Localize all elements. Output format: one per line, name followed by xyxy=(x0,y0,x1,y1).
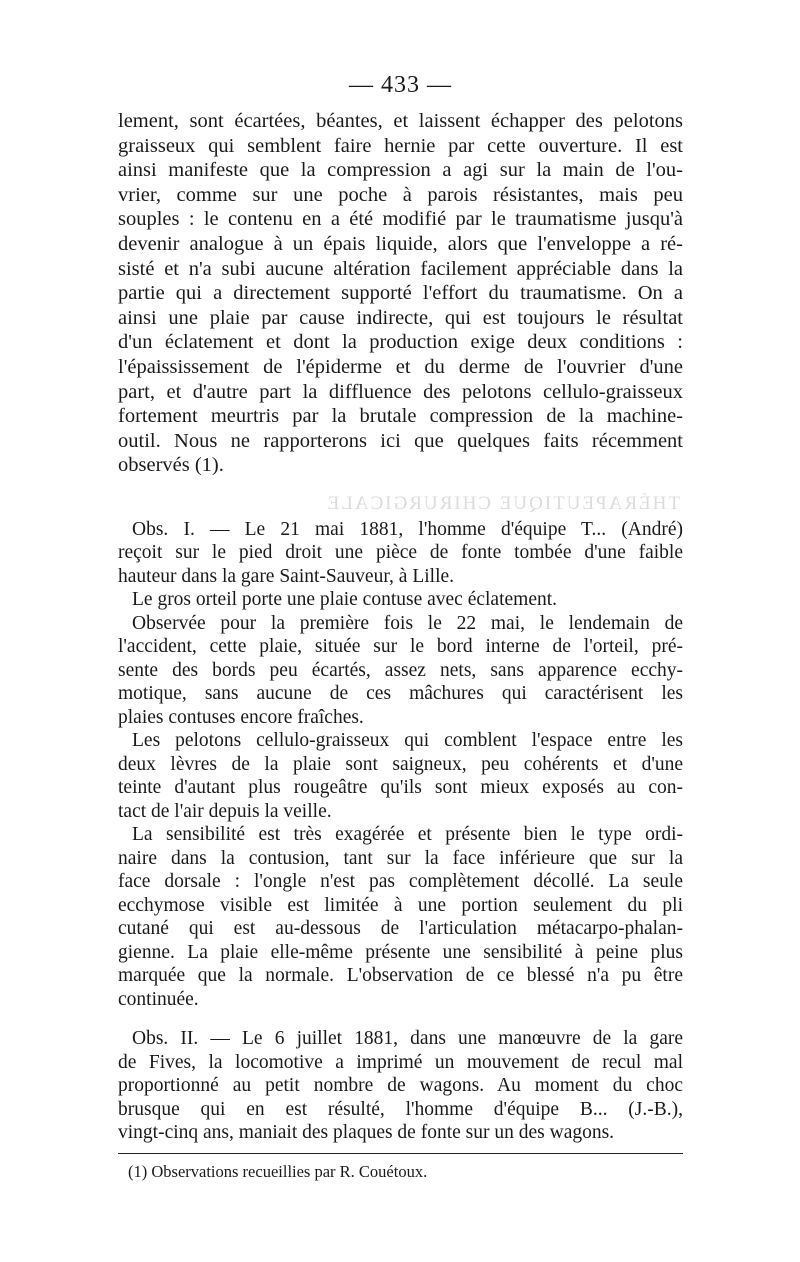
obs1-line: l'accident, cette plaie, située sur le bord interne de l'orteil, pré- xyxy=(118,636,683,658)
intro-line: l'épaississement de l'épiderme et du derme de l'ouvrier d'une xyxy=(118,355,683,378)
intro-paragraph xyxy=(118,109,683,478)
footnote: (1) Observations recueillies par R. Couétoux. xyxy=(128,1161,428,1181)
obs2-line: proportionné au petit nombre de wagons. Au moment du choc xyxy=(118,1075,683,1097)
intro-line: observés (1). xyxy=(118,454,224,477)
intro-line: d'un éclatement et dont la production exige deux conditions : xyxy=(118,331,683,354)
obs1-line: sente des bords peu écartés, assez nets, sans apparence ecchy- xyxy=(118,659,683,681)
footnote-rule xyxy=(118,1153,683,1154)
obs2-line: vingt-cinq ans, maniait des plaques de fonte sur un des wagons. xyxy=(118,1122,615,1144)
obs1-line: gienne. La plaie elle-même présente une sensibilité à peine plus xyxy=(118,941,683,963)
obs2-line: de Fives, la locomotive a imprimé un mouvement de recul mal xyxy=(118,1051,683,1073)
intro-line: souples : le contenu en a été modifié par le traumatisme jusqu'à xyxy=(118,208,683,231)
intro-line: lement, sont écartées, béantes, et laissent échapper des pelotons xyxy=(118,110,683,132)
intro-line: outil. Nous ne rapporterons ici que quelques faits récemment xyxy=(118,429,683,452)
obs1-line: plaies contuses encore fraîches. xyxy=(118,706,364,728)
obs1-line: Obs. I. — Le 21 mai 1881, l'homme d'équipe T... (André) xyxy=(132,518,683,540)
intro-line: part, et d'autre part la diffluence des pelotons cellulo-graisseux xyxy=(118,380,683,403)
obs1-line: deux lèvres de la plaie sont saigneux, peu cohérents et d'une xyxy=(118,753,683,775)
obs2-line: Obs. II. — Le 6 juillet 1881, dans une manœuvre de la gare xyxy=(132,1028,683,1050)
obs1-line: cutané qui est au-dessous de l'articulation métacarpo-phalan- xyxy=(118,918,683,940)
obs1-line: Observée pour la première fois le 22 mai, le lendemain de xyxy=(132,612,683,634)
intro-line: graisseux qui semblent faire hernie par cette ouverture. Il est xyxy=(118,134,683,157)
observation-two xyxy=(118,1027,683,1145)
intro-line: devenir analogue à un épais liquide, alors que l'enveloppe a ré- xyxy=(118,232,683,255)
obs1-line: reçoit sur le pied droit une pièce de fonte tombée d'une faible xyxy=(118,542,683,564)
intro-line: ainsi manifeste que la compression a agi sur la main de l'ou- xyxy=(118,159,683,182)
obs1-line: hauteur dans la gare Saint-Sauveur, à Lille. xyxy=(118,565,455,587)
obs1-line: teinte d'autant plus rougeâtre qu'ils sont mieux exposés au con- xyxy=(118,777,683,799)
obs1-line: Le gros orteil porte une plaie contuse avec éclatement. xyxy=(132,589,558,611)
obs1-line: face dorsale : l'ongle n'est pas complètement décollé. La seule xyxy=(118,871,683,893)
obs1-line: continuée. xyxy=(118,988,199,1010)
intro-line: fortement meurtris par la brutale compression de la machine- xyxy=(118,405,683,428)
book-page xyxy=(118,72,683,1182)
obs1-line: Les pelotons cellulo-graisseux qui comblent l'espace entre les xyxy=(132,730,683,752)
obs2-line: brusque qui en est résulté, l'homme d'équipe B... (J.-B.), xyxy=(118,1098,683,1120)
obs1-line: motique, sans aucune de ces mâchures qui caractérisent les xyxy=(118,683,683,705)
obs1-line: La sensibilité est très exagérée et présente bien le type ordi- xyxy=(132,824,683,846)
obs1-line: marquée que la normale. L'observation de ce blessé n'a pu être xyxy=(118,965,683,987)
bleed-through-text: THÉRAPEUTIQUE CHIRURGICALE xyxy=(325,493,680,514)
intro-line: vrier, comme sur une poche à parois résistantes, mais peu xyxy=(118,183,683,206)
intro-line: partie qui a directement supporté l'effort du traumatisme. On a xyxy=(118,282,683,305)
intro-line: sisté et n'a subi aucune altération facilement appréciable dans la xyxy=(118,257,683,280)
page-number: — 433 — xyxy=(349,72,452,98)
obs1-line: naire dans la contusion, tant sur la face inférieure que sur la xyxy=(118,847,683,869)
obs1-line: tact de l'air depuis la veille. xyxy=(118,800,332,822)
intro-line: ainsi une plaie par cause indirecte, qui est toujours le résultat xyxy=(118,306,683,329)
observation-one xyxy=(118,518,683,1012)
obs1-line: ecchymose visible est limitée à une portion seulement du pli xyxy=(118,894,683,916)
